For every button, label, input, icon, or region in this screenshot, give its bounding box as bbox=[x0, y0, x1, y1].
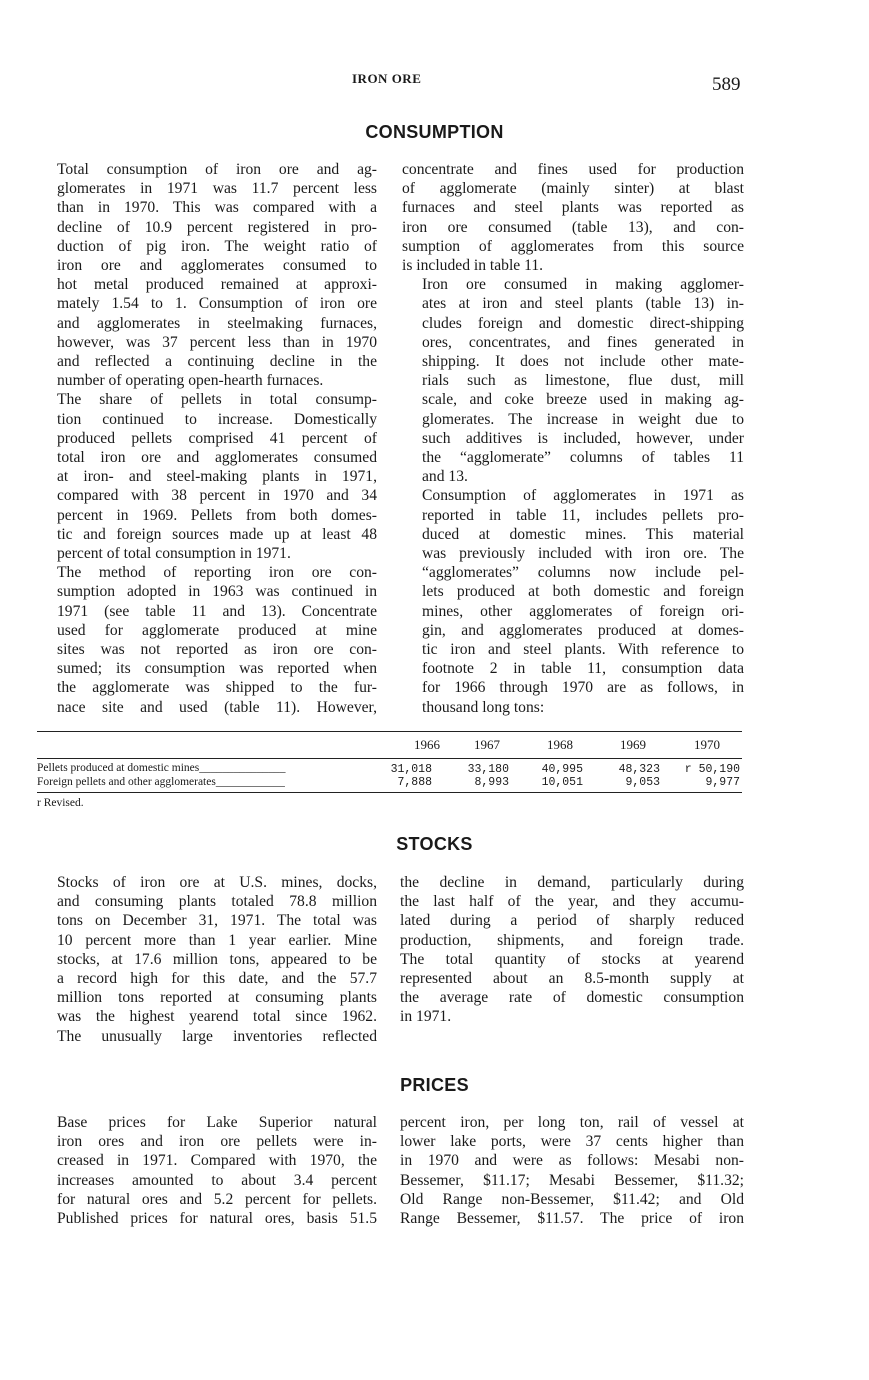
text-line: sumption adopted in 1963 was continued in bbox=[57, 583, 377, 601]
text-line: Old Range non-Bessemer, $11.42; and Old bbox=[400, 1190, 744, 1208]
page-number: 589 bbox=[712, 74, 741, 95]
table-cell: 9,053 bbox=[625, 776, 660, 789]
consumption-paragraph-5 bbox=[402, 486, 744, 716]
text-line: lower lake ports, were 37 cents higher than bbox=[400, 1133, 744, 1151]
text-line: for 1966 through 1970 are as follows, in bbox=[422, 679, 744, 697]
table-header-year: 1966 bbox=[414, 737, 440, 752]
text-line: Published prices for natural ores, basis 51.5 bbox=[57, 1210, 377, 1228]
text-line: in 1970 and were as follows: Mesabi non- bbox=[400, 1152, 744, 1170]
prices-heading: PRICES bbox=[400, 1075, 469, 1095]
text-line: tons on December 31, 1971. The total was bbox=[57, 912, 377, 930]
text-line: creased in 1971. Compared with 1970, the bbox=[57, 1152, 377, 1170]
consumption-right-column bbox=[402, 160, 744, 717]
text-line: the agglomerate was shipped to the fur- bbox=[57, 679, 377, 697]
text-line: “agglomerates” columns now include pel- bbox=[422, 564, 744, 582]
text-line: mines, other agglomerates of foreign ori- bbox=[422, 602, 744, 620]
text-line: shipping. It does not include other mate- bbox=[422, 353, 744, 371]
text-line: 10 percent more than 1 year earlier. Mine bbox=[57, 931, 377, 949]
text-line: ores, concentrates, and fines generated in bbox=[422, 333, 744, 351]
running-title: IRON ORE bbox=[352, 71, 422, 86]
text-line: number of operating open-hearth furnaces. bbox=[57, 372, 324, 390]
text-line: the “agglomerate” columns of tables 11 bbox=[422, 449, 744, 467]
consumption-paragraph-1 bbox=[37, 160, 377, 390]
stocks-paragraph bbox=[37, 873, 377, 1046]
table-header-year: 1968 bbox=[547, 737, 573, 752]
text-line: of agglomerate (mainly sinter) at blast bbox=[402, 180, 744, 198]
table-cell: 31,018 bbox=[390, 763, 432, 776]
text-line: was the highest yearend total since 1962. bbox=[57, 1008, 377, 1026]
text-line: duced at domestic mines. This material bbox=[422, 525, 744, 543]
text-line: cludes foreign and domestic direct-shipping bbox=[422, 314, 744, 332]
text-line: duction of pig iron. The weight ratio of bbox=[57, 237, 377, 255]
table-header-year: 1970 bbox=[694, 737, 720, 752]
table-row-label bbox=[37, 762, 286, 774]
text-line: tic and foreign sources made up at least 48 bbox=[57, 525, 377, 543]
text-line: hot metal produced remained at approxi- bbox=[57, 276, 377, 294]
text-line: percent in 1969. Pellets from both domes- bbox=[57, 506, 377, 524]
table-cell: 8,993 bbox=[474, 776, 509, 789]
text-line: sites was not reported as iron ore con- bbox=[57, 641, 377, 659]
stocks-heading: STOCKS bbox=[396, 834, 473, 854]
text-line: iron ore and agglomerates consumed to bbox=[57, 257, 377, 275]
text-line: thousand long tons: bbox=[422, 698, 545, 716]
table-cell: 7,888 bbox=[397, 776, 432, 789]
text-line: and agglomerates in steelmaking furnaces, bbox=[57, 314, 377, 332]
text-line: represented about an 8.5-month supply at bbox=[400, 970, 744, 988]
text-line: The unusually large inventories reflected bbox=[57, 1027, 377, 1045]
text-line: Stocks of iron ore at U.S. mines, docks, bbox=[57, 874, 377, 891]
text-line: however, was 37 percent less than in 1970 bbox=[57, 333, 377, 351]
text-line: mately 1.54 to 1. Consumption of iron ore bbox=[57, 295, 377, 313]
table-cell: 48,323 bbox=[618, 763, 660, 776]
text-line: Total consumption of iron ore and ag- bbox=[57, 161, 377, 178]
table-row-label bbox=[37, 776, 285, 788]
text-line: Iron ore consumed in making agglomer- bbox=[422, 276, 744, 294]
prices-right-column bbox=[400, 1113, 744, 1228]
text-line: glomerates in 1971 was 11.7 percent less bbox=[57, 180, 377, 198]
text-line: lated during a period of sharply reduced bbox=[400, 912, 744, 930]
text-line: million tons reported at consuming plants bbox=[57, 989, 377, 1007]
row-label-text: Foreign pellets and other agglomerates bbox=[37, 776, 216, 788]
text-line: the last half of the year, and they accumu- bbox=[400, 893, 744, 911]
table-cell: r 50,190 bbox=[684, 763, 740, 776]
prices-paragraph bbox=[37, 1113, 377, 1228]
text-line: Consumption of agglomerates in 1971 as bbox=[422, 487, 744, 505]
text-line: percent of total consumption in 1971. bbox=[57, 545, 291, 563]
text-line: and reflected a continuing decline in the bbox=[57, 353, 377, 371]
text-line: sumption of agglomerates from this source bbox=[402, 237, 744, 255]
text-line: scale, and coke breeze used in making ag- bbox=[422, 391, 744, 409]
text-line: concentrate and fines used for production bbox=[402, 161, 744, 178]
text-line: footnote 2 in table 11, consumption data bbox=[422, 660, 744, 678]
text-line: the average rate of domestic consumption bbox=[400, 989, 744, 1007]
consumption-paragraph-2 bbox=[37, 390, 377, 563]
text-line: lets produced at both domestic and foreign bbox=[422, 583, 744, 601]
text-line: 1971 (see table 11 and 13). Concentrate bbox=[57, 602, 377, 620]
text-line: is included in table 11. bbox=[402, 257, 544, 275]
text-line: tion continued to increase. Domestically bbox=[57, 410, 377, 428]
stocks-left-column bbox=[37, 873, 377, 1046]
text-line: stocks, at 17.6 million tons, appeared to be bbox=[57, 950, 377, 968]
text-line: The share of pellets in total consump- bbox=[57, 391, 377, 409]
text-line: at iron- and steel-making plants in 1971, bbox=[57, 468, 377, 486]
text-line: tic iron and steel plants. With reference to bbox=[422, 641, 744, 659]
text-line: Range Bessemer, $11.57. The price of iron bbox=[400, 1210, 744, 1228]
consumption-left-column bbox=[37, 160, 377, 717]
consumption-paragraph-4 bbox=[402, 275, 744, 486]
text-line: and consuming plants totaled 78.8 million bbox=[57, 893, 377, 911]
table-cell: 40,995 bbox=[541, 763, 583, 776]
text-line: produced pellets comprised 41 percent of bbox=[57, 429, 377, 447]
prices-left-column bbox=[37, 1113, 377, 1228]
text-line: The total quantity of stocks at yearend bbox=[400, 950, 744, 968]
table-header-rule bbox=[37, 758, 742, 759]
table-bottom-rule bbox=[37, 792, 742, 793]
text-line: such additives is included, however, under bbox=[422, 429, 744, 447]
text-line: reported in table 11, includes pellets pro- bbox=[422, 506, 744, 524]
text-line: production, shipments, and foreign trade. bbox=[400, 931, 744, 949]
text-line: compared with 38 percent in 1970 and 34 bbox=[57, 487, 377, 505]
text-line: increases amounted to about 3.4 percent bbox=[57, 1171, 377, 1189]
consumption-paragraph-3-cont bbox=[402, 160, 744, 275]
text-line: iron ore consumed (table 13), and con- bbox=[402, 218, 744, 236]
text-line: a record high for this date, and the 57.7 bbox=[57, 970, 377, 988]
text-line: sumed; its consumption was reported when bbox=[57, 660, 377, 678]
row-label-text: Pellets produced at domestic mines bbox=[37, 762, 200, 774]
text-line: iron ores and iron ore pellets were in- bbox=[57, 1133, 377, 1151]
text-line: percent iron, per long ton, rail of vessel at bbox=[400, 1114, 744, 1131]
text-line: and 13. bbox=[422, 468, 468, 486]
stocks-paragraph-cont bbox=[400, 873, 744, 1027]
text-line: glomerates. The increase in weight due to bbox=[422, 410, 744, 428]
row-leader: _______________ bbox=[199, 762, 286, 774]
table-header-year: 1967 bbox=[474, 737, 500, 752]
row-leader: ____________ bbox=[215, 776, 285, 788]
text-line: was previously included with iron ore. The bbox=[422, 545, 744, 563]
text-line: in 1971. bbox=[400, 1008, 452, 1026]
text-line: used for agglomerate produced at mine bbox=[57, 621, 377, 639]
text-line: for natural ores and 5.2 percent for pellets. bbox=[57, 1190, 377, 1208]
table-footnote: r Revised. bbox=[37, 797, 84, 809]
prices-paragraph-cont bbox=[400, 1113, 744, 1228]
text-line: total iron ore and agglomerates consumed bbox=[57, 449, 377, 467]
text-line: nace site and used (table 11). However, bbox=[57, 698, 377, 716]
table-cell: 10,051 bbox=[541, 776, 583, 789]
table-top-rule bbox=[37, 731, 742, 732]
text-line: the decline in demand, particularly during bbox=[400, 874, 744, 891]
table-cell: 9,977 bbox=[705, 776, 740, 789]
consumption-heading: CONSUMPTION bbox=[365, 122, 504, 142]
consumption-paragraph-3 bbox=[37, 563, 377, 717]
text-line: furnaces and steel plants was reported as bbox=[402, 199, 744, 217]
text-line: Bessemer, $11.17; Mesabi Bessemer, $11.32; bbox=[400, 1171, 744, 1189]
stocks-right-column bbox=[400, 873, 744, 1027]
text-line: than in 1970. This was compared with a bbox=[57, 199, 377, 217]
table-header-year: 1969 bbox=[620, 737, 646, 752]
table-cell: 33,180 bbox=[467, 763, 509, 776]
text-line: ates at iron and steel plants (table 13) in- bbox=[422, 295, 744, 313]
text-line: decline of 10.9 percent registered in pro- bbox=[57, 218, 377, 236]
text-line: Base prices for Lake Superior natural bbox=[57, 1114, 377, 1131]
text-line: rials such as limestone, flue dust, mill bbox=[422, 372, 744, 390]
text-line: The method of reporting iron ore con- bbox=[57, 564, 377, 582]
text-line: gin, and agglomerates produced at domes- bbox=[422, 621, 744, 639]
